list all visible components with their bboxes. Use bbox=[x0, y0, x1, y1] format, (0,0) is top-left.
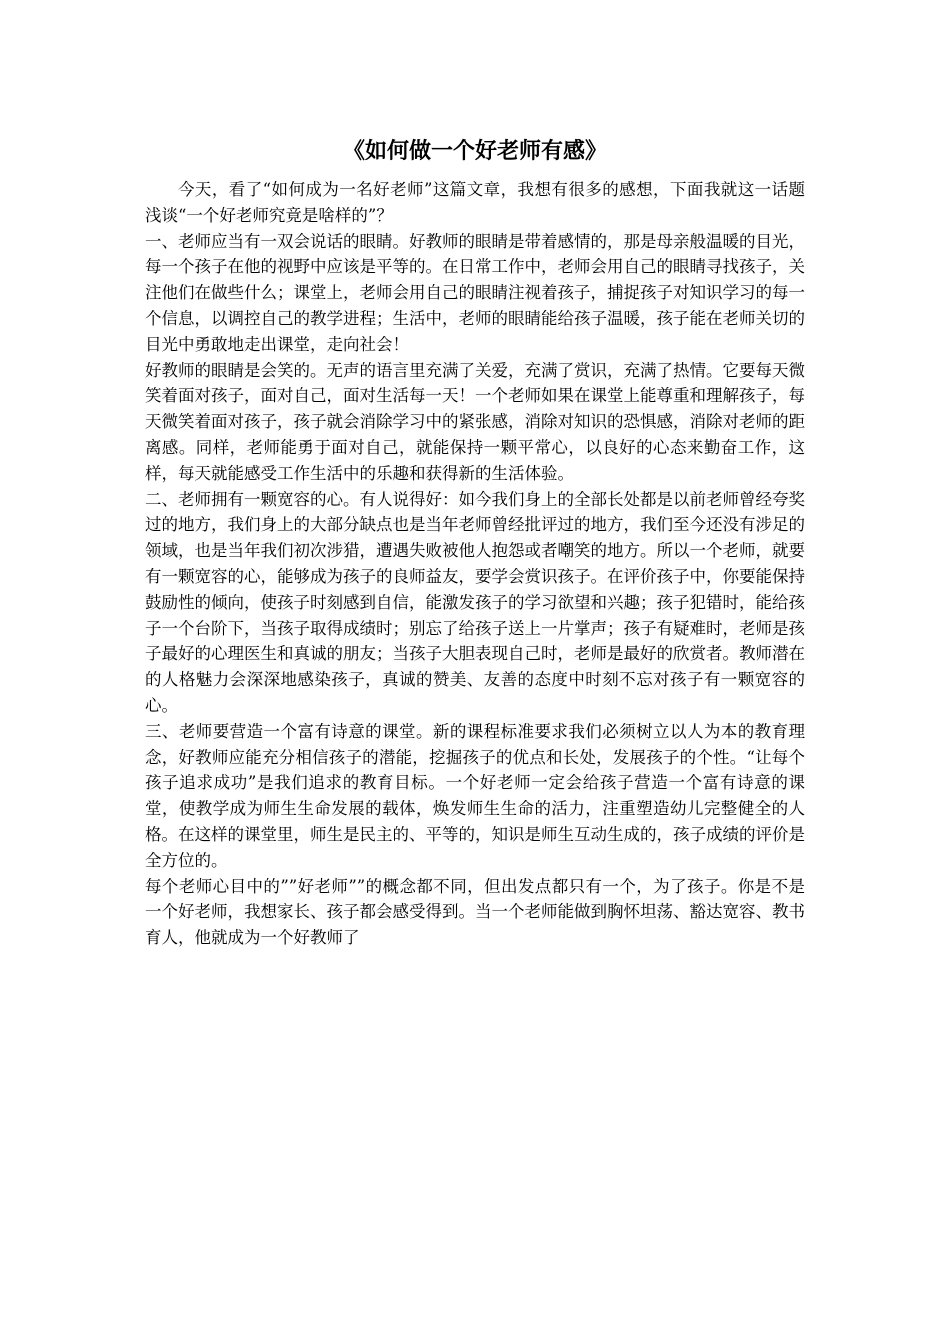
paragraph-section-2: 二、老师拥有一颗宽容的心。有人说得好：如今我们身上的全部长处都是以前老师曾经夸奖过的地方，我们身上的大部分缺点也是当年老师曾经批评过的地方，我们至今还没有涉足的领域，也是当年我们初次涉猎，遭遇失败被他人抱怨或者嘲笑的地方。所以一个老师，就要有一颗宽容的心，能够成为孩子的良师益友，要学会赏识孩子。在评价孩子中，你要能保持鼓励性的倾向，使孩子时刻感到自信，能激发孩子的学习欲望和兴趣；孩子犯错时，能给孩子一个台阶下，当孩子取得成绩时；别忘了给孩子送上一片掌声；孩子有疑难时，老师是孩子最好的心理医生和真诚的朋友；当孩子大胆表现自己时，老师是最好的欣赏者。教师潜在的人格魅力会深深地感染孩子，真诚的赞美、友善的态度中时刻不忘对孩子有一颗宽容的心。 bbox=[145, 489, 805, 715]
paragraph-smiling-eyes: 好教师的眼睛是会笑的。无声的语言里充满了关爱，充满了赏识，充满了热情。它要每天微笑着面对孩子，面对自己，面对生活每一天！一个老师如果在课堂上能尊重和理解孩子，每天微笑着面对孩子，孩子就会消除学习中的紧张感，消除对知识的恐惧感，消除对老师的距离感。同样，老师能勇于面对自己，就能保持一颗平常心，以良好的心态来勤奋工作，这样，每天就能感受工作生活中的乐趣和获得新的生活体验。 bbox=[145, 360, 805, 483]
paragraph-intro: 今天，看了“如何成为一名好老师”这篇文章，我想有很多的感想，下面我就这一话题浅谈“一个好老师究竟是啥样的”？ bbox=[145, 180, 805, 225]
paragraph-section-3: 三、老师要营造一个富有诗意的课堂。新的课程标准要求我们必须树立以人为本的教育理念，好教师应能充分相信孩子的潜能，挖掘孩子的优点和长处，发展孩子的个性。“让每个孩子追求成功”是我们追求的教育目标。一个好老师一定会给孩子营造一个富有诗意的课堂，使教学成为师生生命发展的载体，焕发师生生命的活力，注重塑造幼儿完整健全的人格。在这样的课堂里，师生是民主的、平等的，知识是师生互动生成的，孩子成绩的评价是全方位的。 bbox=[145, 721, 805, 870]
paragraph-section-1: 一、老师应当有一双会说话的眼睛。好教师的眼睛是带着感情的，那是母亲般温暖的目光，每一个孩子在他的视野中应该是平等的。在日常工作中，老师会用自己的眼睛寻找孩子，关注他们在做些什么；课堂上，老师会用自己的眼睛注视着孩子，捕捉孩子对知识学习的每一个信息，以调控自己的教学进程；生活中，老师的眼睛能给孩子温暖，孩子能在老师关切的目光中勇敢地走出课堂，走向社会！ bbox=[145, 231, 805, 354]
paragraph-conclusion: 每个老师心目中的””好老师””的概念都不同，但出发点都只有一个，为了孩子。你是不是一个好老师，我想家长、孩子都会感受得到。当一个老师能做到胸怀坦荡、豁达宽容、教书育人，他就成为一个好教师了 bbox=[145, 876, 805, 948]
document-body bbox=[145, 177, 805, 951]
document-title: 《如何做一个好老师有感》 bbox=[342, 138, 607, 164]
